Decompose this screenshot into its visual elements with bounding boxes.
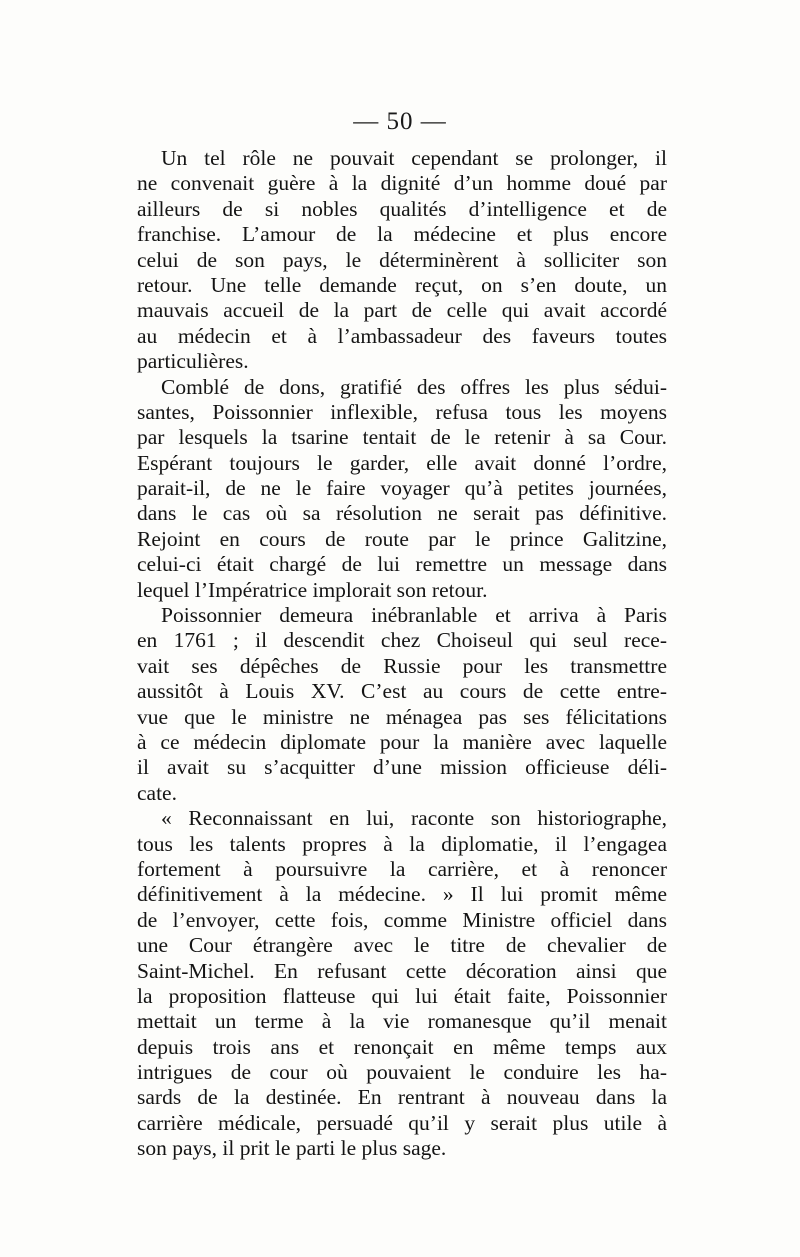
text-line: ne convenait guère à la dignité d’un homme doué par [137,171,667,196]
text-line: aussitôt à Louis XV. C’est au cours de cette entre- [137,679,667,704]
text-line: fortement à poursuivre la carrière, et à renoncer [137,856,667,881]
text-line: mettait un terme à la vie romanesque qu’il menait [137,1009,667,1034]
text-line: intrigues de cour où pouvaient le conduire les ha- [137,1060,667,1085]
text-line: « Reconnaissant en lui, raconte son historiographe, [161,806,667,831]
text-line: depuis trois ans et renonçait en même temps aux [137,1034,667,1059]
text-line: la proposition flatteuse qui lui était faite, Poissonnier [137,983,667,1008]
text-line: par lesquels la tsarine tentait de le retenir à sa Cour. [137,425,667,450]
text-line: ailleurs de si nobles qualités d’intelligence et de [137,196,667,221]
text-line: mauvais accueil de la part de celle qui avait accordé [137,298,667,323]
text-line: sards de la destinée. En rentrant à nouveau dans la [137,1085,667,1110]
text-line: Saint-Michel. En refusant cette décoration ainsi que [137,958,667,983]
text-line: il avait su s’acquitter d’une mission officieuse déli- [137,755,667,780]
text-line: cate. [137,780,177,805]
text-line: lequel l’Impératrice implorait son retour. [137,577,488,602]
text-line: tous les talents propres à la diplomatie, il l’engagea [137,831,667,856]
text-line: Comblé de dons, gratifié des offres les plus sédui- [161,374,667,399]
text-line: franchise. L’amour de la médecine et plus encore [137,222,667,247]
body-text [137,146,667,1162]
text-line: son pays, il prit le parti le plus sage. [137,1136,447,1161]
text-line: Un tel rôle ne pouvait cependant se prolonger, il [161,146,667,170]
text-line: celui de son pays, le déterminèrent à solliciter son [137,247,667,272]
text-line: en 1761 ; il descendit chez Choiseul qui seul rece- [137,628,667,653]
text-line: Rejoint en cours de route par le prince Galitzine, [137,526,667,551]
text-line: celui-ci était chargé de lui remettre un message dans [137,552,667,577]
text-line: de l’envoyer, cette fois, comme Ministre officiel dans [137,907,667,932]
text-line: carrière médicale, persuadé qu’il y serait plus utile à [137,1110,667,1135]
text-line: Poissonnier demeura inébranlable et arriva à Paris [161,603,667,628]
text-line: dans le cas où sa résolution ne serait pas définitive. [137,501,667,526]
text-line: vait ses dépêches de Russie pour les transmettre [137,653,667,678]
text-line: au médecin et à l’ambassadeur des faveurs toutes [137,323,667,348]
text-line: particulières. [137,349,249,374]
text-line: Espérant toujours le garder, elle avait donné l’ordre, [137,450,667,475]
text-line: définitivement à la médecine. » Il lui promit même [137,882,667,907]
text-line: retour. Une telle demande reçut, on s’en doute, un [137,272,667,297]
text-line: une Cour étrangère avec le titre de chevalier de [137,933,667,958]
text-line: vue que le ministre ne ménagea pas ses félicitations [137,704,667,729]
text-line: parait-il, de ne le faire voyager qu’à petites journées, [137,476,667,501]
text-line: à ce médecin diplomate pour la manière avec laquelle [137,729,667,754]
page-number: — 50 — [353,108,447,135]
text-line: santes, Poissonnier inflexible, refusa tous les moyens [137,399,667,424]
